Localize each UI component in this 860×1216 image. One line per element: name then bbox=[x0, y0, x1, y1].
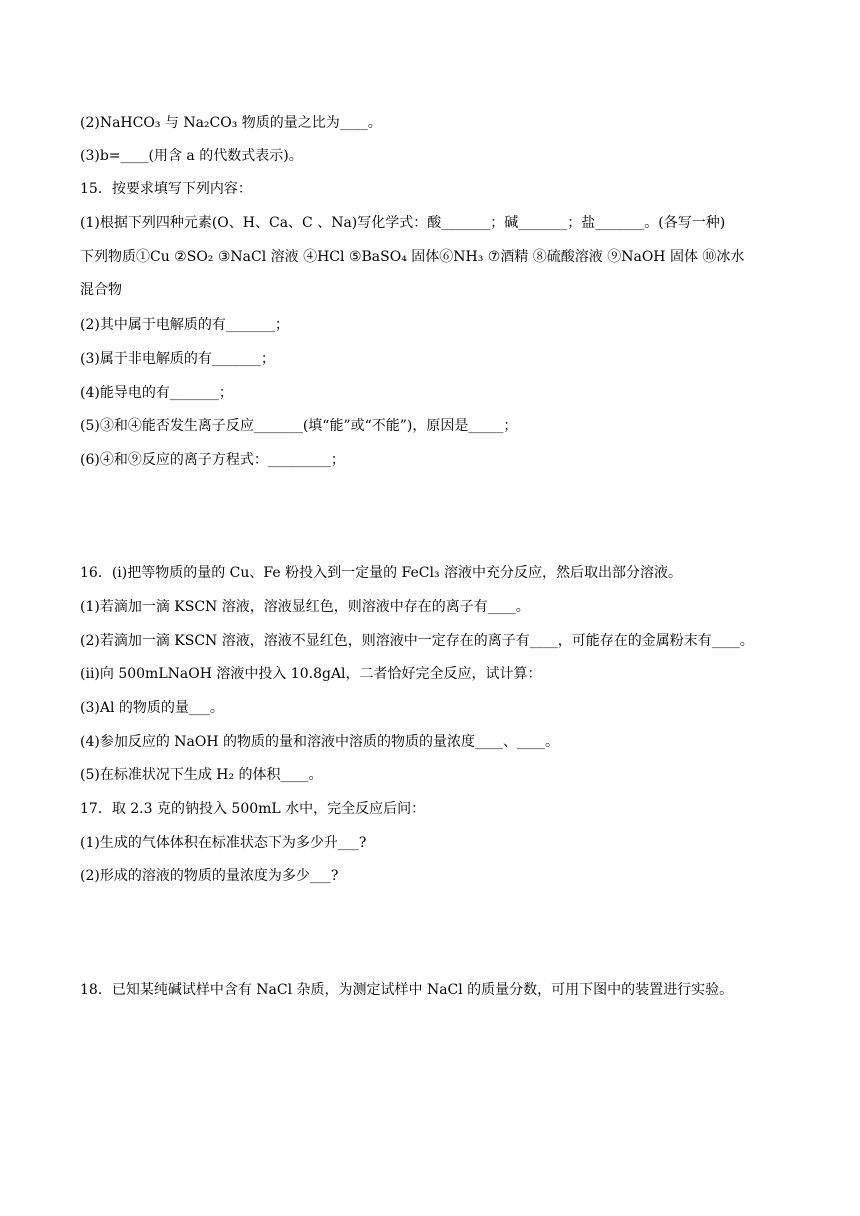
q16-part4: (4)参加反应的 NaOH 的物质的量和溶液中溶质的物质的量浓度____、____。 bbox=[80, 734, 560, 750]
q15-substances-list-cont: 混合物 bbox=[80, 282, 122, 298]
q18-heading: 18．已知某纯碱试样中含有 NaCl 杂质，为测定试样中 NaCl 的质量分数，可用下图中的装置进行实验。 bbox=[80, 982, 734, 998]
q15-heading: 15．按要求填写下列内容： bbox=[80, 181, 252, 197]
q14-part3: (3)b=____(用含 a 的代数式表示)。 bbox=[80, 148, 303, 164]
q17-part1: (1)生成的气体体积在标准状态下为多少升___? bbox=[80, 835, 367, 851]
q16-part2: (2)若滴加一滴 KSCN 溶液，溶液不显红色，则溶液中一定存在的离子有____，可能存在的金属粉末有____。 bbox=[80, 633, 754, 649]
q17-part2: (2)形成的溶液的物质的量浓度为多少___? bbox=[80, 868, 339, 884]
q16-part-ii: (ⅱ)向 500mLNaOH 溶液中投入 10.8gAl，二者恰好完全反应，试计算： bbox=[80, 666, 542, 682]
q15-part5: (5)③和④能否发生离子反应_______(填“能”或“不能”)，原因是_____； bbox=[80, 418, 518, 434]
q16-heading: 16．(ⅰ)把等物质的量的 Cu、Fe 粉投入到一定量的 FeCl₃ 溶液中充分反应，然后取出部分溶液。 bbox=[80, 565, 683, 581]
q15-part3: (3)属于非电解质的有_______； bbox=[80, 351, 275, 367]
q15-part6: (6)④和⑨反应的离子方程式：_________； bbox=[80, 452, 345, 468]
q15-part4: (4)能导电的有_______； bbox=[80, 385, 233, 401]
q15-part1: (1)根据下列四种元素(O、H、Ca、C 、Na)写化学式：酸_______；碱_______；盐_______。(各写一种) bbox=[80, 215, 726, 231]
q14-part2: (2)NaHCO₃ 与 Na₂CO₃ 物质的量之比为____。 bbox=[80, 115, 382, 131]
q16-part1: (1)若滴加一滴 KSCN 溶液，溶液显红色，则溶液中存在的离子有____。 bbox=[80, 599, 530, 615]
q16-part5: (5)在标准状况下生成 H₂ 的体积____。 bbox=[80, 767, 323, 783]
q15-substances-list: 下列物质①Cu ②SO₂ ③NaCl 溶液 ④HCl ⑤BaSO₄ 固体⑥NH₃ ⑦酒精 ⑧硫酸溶液 ⑨NaOH 固体 ⑩冰水 bbox=[80, 249, 745, 265]
q16-part3: (3)Al 的物质的量___。 bbox=[80, 700, 224, 716]
q17-heading: 17．取 2.3 克的钠投入 500mL 水中，完全反应后问： bbox=[80, 801, 426, 817]
q15-part2: (2)其中属于电解质的有_______； bbox=[80, 317, 289, 333]
